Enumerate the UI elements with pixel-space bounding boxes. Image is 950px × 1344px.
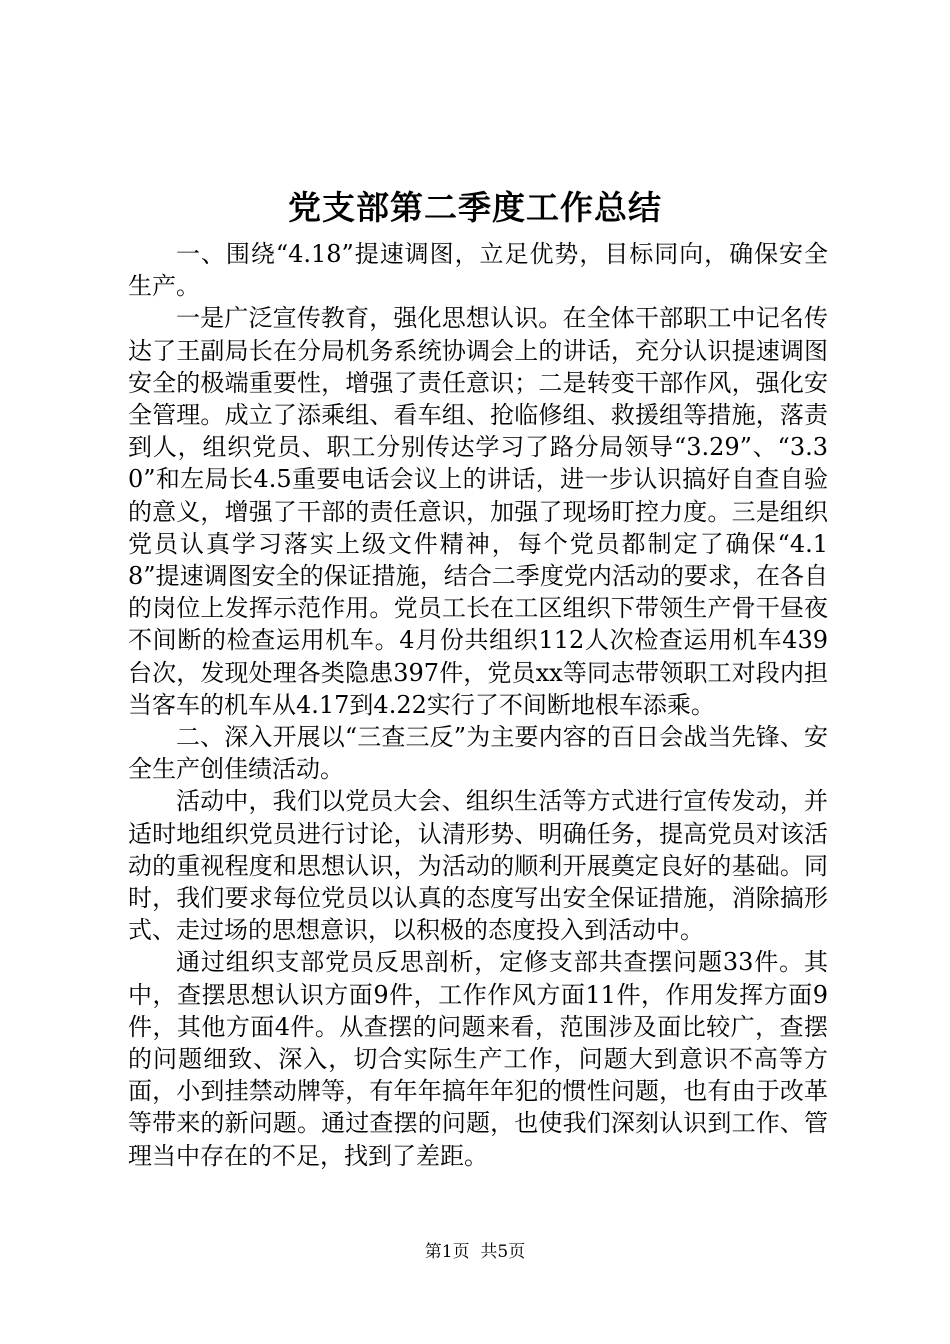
page-number: 第1页 [424,1242,470,1262]
document-body [128,238,828,1172]
paragraph-section-one-body: 一是广泛宣传教育，强化思想认识。在全体干部职工中记名传达了王副局长在分局机务系统协调会上的讲话，充分认识提速调图安全的极端重要性，增强了责任意识；二是转变干部作风，强化安全管理。成立了添乘组、看车组、抢临修组、救援组等措施，落责到人，组织党员、职工分别传达学习了路分局领导“3.29”、“3.30”和左局长4.5重要电话会议上的讲话，进一步认识搞好自查自验的意义，增强了干部的责任意识，加强了现场盯控力度。三是组织党员认真学习落实上级文件精神，每个党员都制定了确保“4.18”提速调图安全的保证措施，结合二季度党内活动的要求，在各自的岗位上发挥示范作用。党员工长在工区组织下带领生产骨干昼夜不间断的检查运用机车。4月份共组织112人次检查运用机车439台次，发现处理各类隐患397件，党员xx等同志带领职工对段内担当客车的机车从4.17到4.22实行了不间断地根车添乘。 [128,304,828,719]
document-title: 党支部第二季度工作总结 [288,188,662,227]
page-footer [0,1241,950,1263]
footer-spacer [470,1242,481,1262]
paragraph-section-one-heading: 一、围绕“4.18”提速调图，立足优势，目标同向，确保安全生产。 [128,240,828,301]
paragraph-section-two-heading: 二、深入开展以“三查三反”为主要内容的百日会战当先锋、安全生产创佳绩活动。 [128,723,828,784]
paragraph-section-two-activity: 活动中，我们以党员大会、组织生活等方式进行宣传发动，并适时地组织党员进行讨论，认清形势、明确任务，提高党员对该活动的重视程度和思想认识，为活动的顺利开展奠定良好的基础。同时，我们要求每位党员以认真的态度写出安全保证措施，消除搞形式、走过场的思想意识，以积极的态度投入到活动中。 [128,787,828,945]
page-total: 共5页 [480,1242,526,1262]
paragraph-section-two-review: 通过组织支部党员反思剖析，定修支部共查摆问题33件。其中，查摆思想认识方面9件，工作作风方面11件，作用发挥方面9件，其他方面4件。从查摆的问题来看，范围涉及面比较广，查摆的问题细致、深入，切合实际生产工作，问题大到意识不高等方面，小到挂禁动牌等，有年年搞年年犯的惯性问题，也有由于改革等带来的新问题。通过查摆的问题，也使我们深刻认识到工作、管理当中存在的不足，找到了差距。 [128,948,828,1170]
